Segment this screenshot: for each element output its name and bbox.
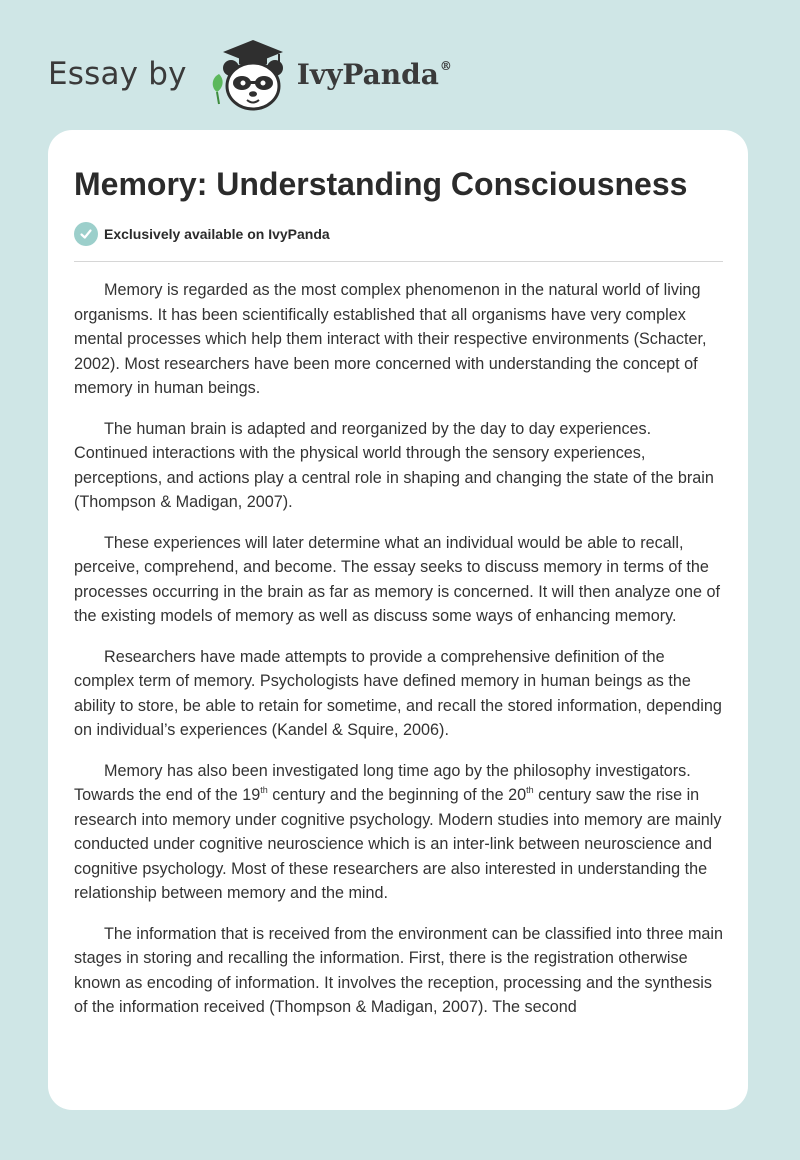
paragraph: Researchers have made attempts to provide a comprehensive definition of the complex term of memory. Psychologists have defined memory in human beings as the ability to store, be able to retain for sometime, and recall the stored information, depending on individual’s experiences (Kandel & Squire, 2006).	[74, 647, 722, 739]
paragraph: These experiences will later determine what an individual would be able to recall, perceive, comprehend, and become. The essay seeks to discuss memory in terms of the processes occurring in the brain as far as memory is concerned. It will then analyze one of the existing models of memory as well as discuss some ways of enhancing memory.	[74, 533, 721, 625]
check-icon	[74, 222, 98, 246]
paragraph: The human brain is adapted and reorganized by the day to day experiences. Continued interactions with the physical world through the sensory experiences, perceptions, and actions play a central role in shaping and changing the state of the brain (Thompson & Madigan, 2007).	[74, 419, 714, 511]
exclusive-badge-label: Exclusively available on IvyPanda	[104, 226, 330, 242]
essay-card	[48, 130, 748, 1110]
essay-by-label: Essay by	[48, 56, 187, 92]
site-header	[48, 34, 452, 114]
trademark-symbol: ®	[439, 58, 452, 73]
panda-logo-icon	[205, 34, 291, 114]
exclusive-badge	[74, 222, 330, 246]
brand-name: IvyPanda®	[296, 57, 452, 91]
paragraph: The information that is received from the environment can be classified into three main stages in storing and recalling the information. First, there is the registration otherwise known as encoding of information. It involves the reception, processing and the synthesis of the information received (Thompson & Madigan, 2007). The second	[74, 924, 724, 1016]
essay-body	[74, 278, 726, 1036]
page-title: Memory: Understanding Consciousness	[74, 166, 688, 202]
paragraph: Memory has also been investigated long time ago by the philosophy investigators. Towards the end of the 19th century and the beginning of the 20th century saw the rise in research into memory under cognitive psychology. Modern studies into memory are mainly conducted under cognitive neuroscience which is an inter-link between neuroscience and cognitive psychology. Most of these researchers are also interested in understanding the relationship between memory and the mind.	[74, 761, 722, 902]
divider	[74, 261, 723, 262]
paragraph: Memory is regarded as the most complex phenomenon in the natural world of living organisms. It has been scientifically established that all organisms have very complex mental processes which help them interact with their respective environments (Schacter, 2002). Most researchers have been more concerned with understanding the concept of memory in human beings.	[74, 281, 707, 397]
